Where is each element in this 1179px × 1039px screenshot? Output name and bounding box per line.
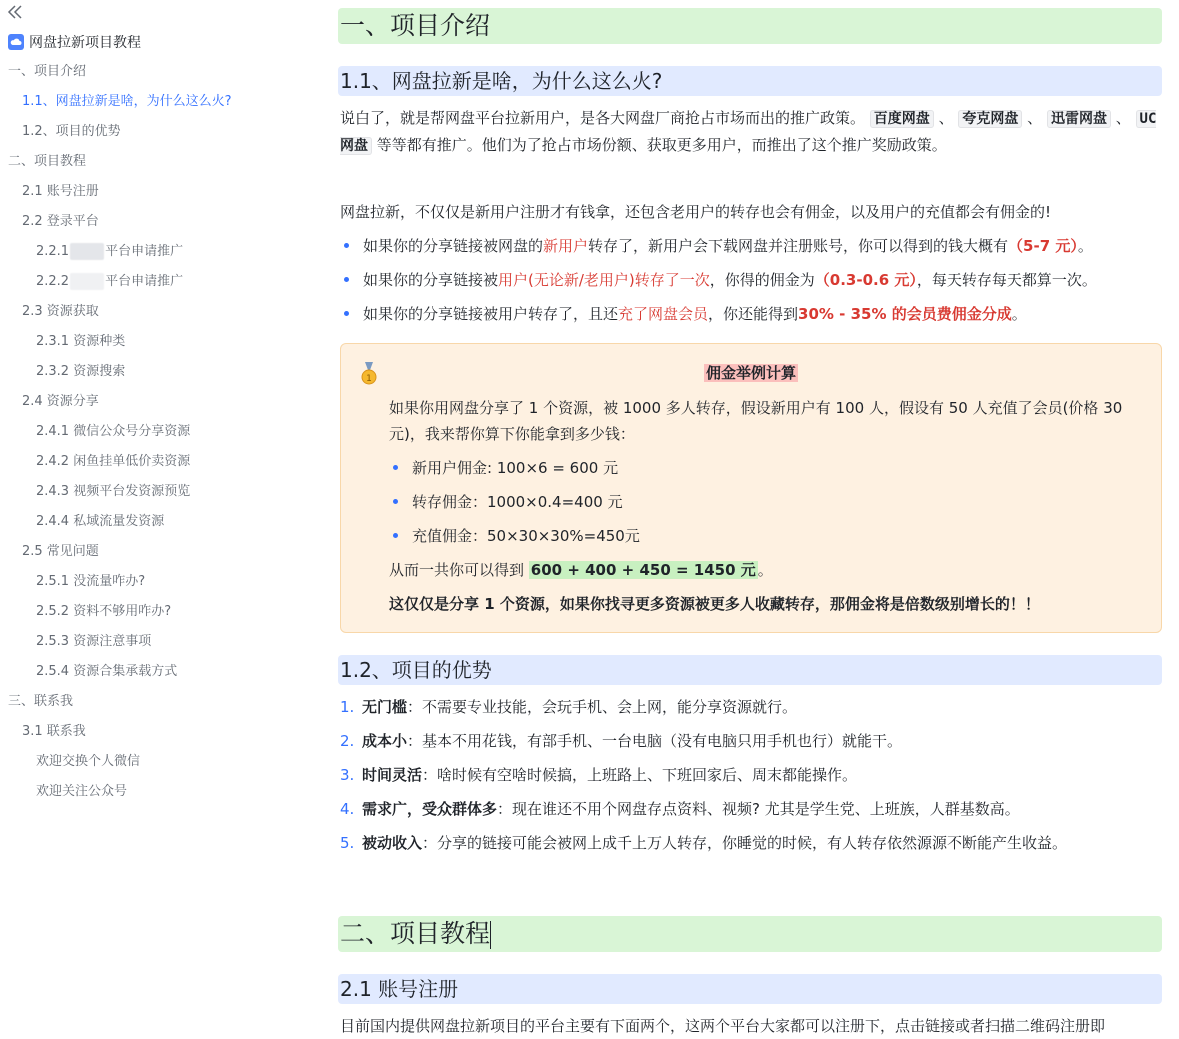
- callout-commission-example[interactable]: [340, 343, 1162, 633]
- toc-item[interactable]: 2.4.1 微信公众号分享资源: [36, 424, 191, 439]
- collapse-sidebar-icon[interactable]: [6, 3, 24, 21]
- toc-item[interactable]: 1.1、网盘拉新是啥，为什么这么火?: [22, 94, 232, 109]
- toc-item[interactable]: 二、项目教程: [8, 154, 87, 169]
- list-item[interactable]: 2. 成本小：基本不用花钱，有部手机、一台电脑（没有电脑只用手机也行）就能干。: [340, 732, 903, 750]
- toc-item[interactable]: 2.4 资源分享: [22, 394, 99, 409]
- heading-project-tutorial[interactable]: 二、项目教程: [338, 916, 1162, 952]
- toc-item[interactable]: 2.4.2 闲鱼挂单低价卖资源: [36, 454, 191, 469]
- toc-item[interactable]: 2.3 资源获取: [22, 304, 99, 319]
- callout-item: 转存佣金：1000×0.4=400 元: [389, 489, 623, 515]
- toc-item[interactable]: 2.5.4 资源合集承载方式: [36, 664, 178, 679]
- bullet-item[interactable]: 如果你的分享链接被网盘的新用户转存了，新用户会下载网盘并注册账号，你可以得到的钱大概有（5-7 元）。: [340, 233, 1093, 259]
- toc-item[interactable]: 2.2.2 平台申请推广: [36, 274, 184, 289]
- bullet-item[interactable]: 如果你的分享链接被用户转存了，且还充了网盘会员，你还能得到30% - 35% 的会员费佣金分成。: [340, 301, 1027, 327]
- table-of-contents: [0, 57, 320, 807]
- toc-item[interactable]: 2.5.1 没流量咋办?: [36, 574, 146, 589]
- sidebar: [0, 0, 320, 1039]
- toc-item[interactable]: 1.2、项目的优势: [22, 124, 121, 139]
- toc-item[interactable]: 2.4.4 私域流量发资源: [36, 514, 165, 529]
- toc-item[interactable]: 2.5.2 资料不够用咋办?: [36, 604, 172, 619]
- toc-item[interactable]: 2.5.3 资源注意事项: [36, 634, 152, 649]
- callout-item: 新用户佣金: 100×6 = 600 元: [389, 455, 618, 481]
- toc-item[interactable]: 2.3.2 资源搜索: [36, 364, 126, 379]
- toc-item[interactable]: 2.4.3 视频平台发资源预览: [36, 484, 191, 499]
- document-title[interactable]: [8, 32, 141, 52]
- inline-code-xunlei: 迅雷网盘: [1047, 110, 1111, 128]
- callout-note: 这仅仅是分享 1 个资源，如果你找寻更多资源被更多人收藏转存，那佣金将是倍数级别增长的！！: [389, 595, 1040, 613]
- list-item[interactable]: 5. 被动收入：分享的链接可能会被网上成千上万人转存，你睡觉的时候，有人转存依然源源不断能产生收益。: [340, 834, 1068, 852]
- redacted-text: [70, 273, 104, 290]
- callout-item: 充值佣金：50×30×30%=450元: [389, 523, 640, 549]
- toc-item[interactable]: 欢迎交换个人微信: [36, 754, 141, 769]
- list-item[interactable]: 1. 无门槛：不需要专业技能，会玩手机、会上网，能分享资源就行。: [340, 698, 798, 716]
- paragraph-intro[interactable]: 说白了，就是帮网盘平台拉新用户，是各大网盘厂商抢占市场而出的推广政策。 百度网盘 、 夸克网盘 、 迅雷网盘 、 UC网盘 等等都有推广。他们为了抢占市场份额、获取更多用户，而推出了这个推广奖励政策。: [340, 109, 1157, 154]
- heading-what-is[interactable]: 1.1、网盘拉新是啥，为什么这么火?: [338, 66, 1162, 96]
- redacted-text: [70, 243, 104, 260]
- bullet-item[interactable]: 如果你的分享链接被用户(无论新/老用户)转存了一次，你得的佣金为（0.3-0.6 元），每天转存每天都算一次。: [340, 267, 1097, 293]
- list-item[interactable]: 4. 需求广，受众群体多：现在谁还不用个网盘存点资料、视频? 尤其是学生党、上班族，人群基数高。: [340, 800, 1020, 818]
- text-cursor: [490, 921, 491, 949]
- toc-item[interactable]: 2.2 登录平台: [22, 214, 99, 229]
- inline-code-uc: UC网盘: [340, 111, 1157, 154]
- toc-item[interactable]: 2.1 账号注册: [22, 184, 99, 199]
- list-item[interactable]: 3. 时间灵活：啥时候有空啥时候搞，上班路上、下班回家后、周末都能操作。: [340, 766, 858, 784]
- toc-item[interactable]: 2.5 常见问题: [22, 544, 99, 559]
- callout-intro: 如果你用网盘分享了 1 个资源，被 1000 多人转存，假设新用户有 100 人，假设有 50 人充值了会员(价格 30 元)，我来帮你算下你能拿到多少钱：: [389, 399, 1123, 443]
- callout-total: 从而一共你可以得到 600 + 400 + 450 = 1450 元 。: [389, 561, 773, 579]
- paragraph-commission[interactable]: 网盘拉新，不仅仅是新用户注册才有钱拿，还包含老用户的转存也会有佣金，以及用户的充值都会有佣金的!: [340, 203, 1052, 221]
- inline-code-baidu: 百度网盘: [870, 110, 934, 128]
- toc-item[interactable]: 2.2.1 平台申请推广: [36, 244, 184, 259]
- paragraph-register[interactable]: 目前国内提供网盘拉新项目的平台主要有下面两个，这两个平台大家都可以注册下，点击链接或者扫描二维码注册即: [340, 1017, 1106, 1035]
- heading-advantages[interactable]: 1.2、项目的优势: [338, 655, 1162, 685]
- document-title-text: 网盘拉新项目教程: [29, 35, 141, 51]
- cloud-doc-icon: [8, 34, 24, 50]
- inline-code-quark: 夸克网盘: [958, 110, 1022, 128]
- document-body: [338, 0, 1164, 1039]
- heading-project-intro[interactable]: 一、项目介绍: [338, 8, 1162, 44]
- heading-account-register[interactable]: 2.1 账号注册: [338, 974, 1162, 1004]
- svg-text:1: 1: [366, 374, 372, 384]
- callout-title: 佣金举例计算: [705, 364, 796, 382]
- toc-item[interactable]: 3.1 联系我: [22, 724, 86, 739]
- toc-item[interactable]: 欢迎关注公众号: [36, 784, 128, 799]
- toc-item[interactable]: 一、项目介绍: [8, 64, 87, 79]
- toc-item[interactable]: 三、联系我: [8, 694, 74, 709]
- toc-item[interactable]: 2.3.1 资源种类: [36, 334, 126, 349]
